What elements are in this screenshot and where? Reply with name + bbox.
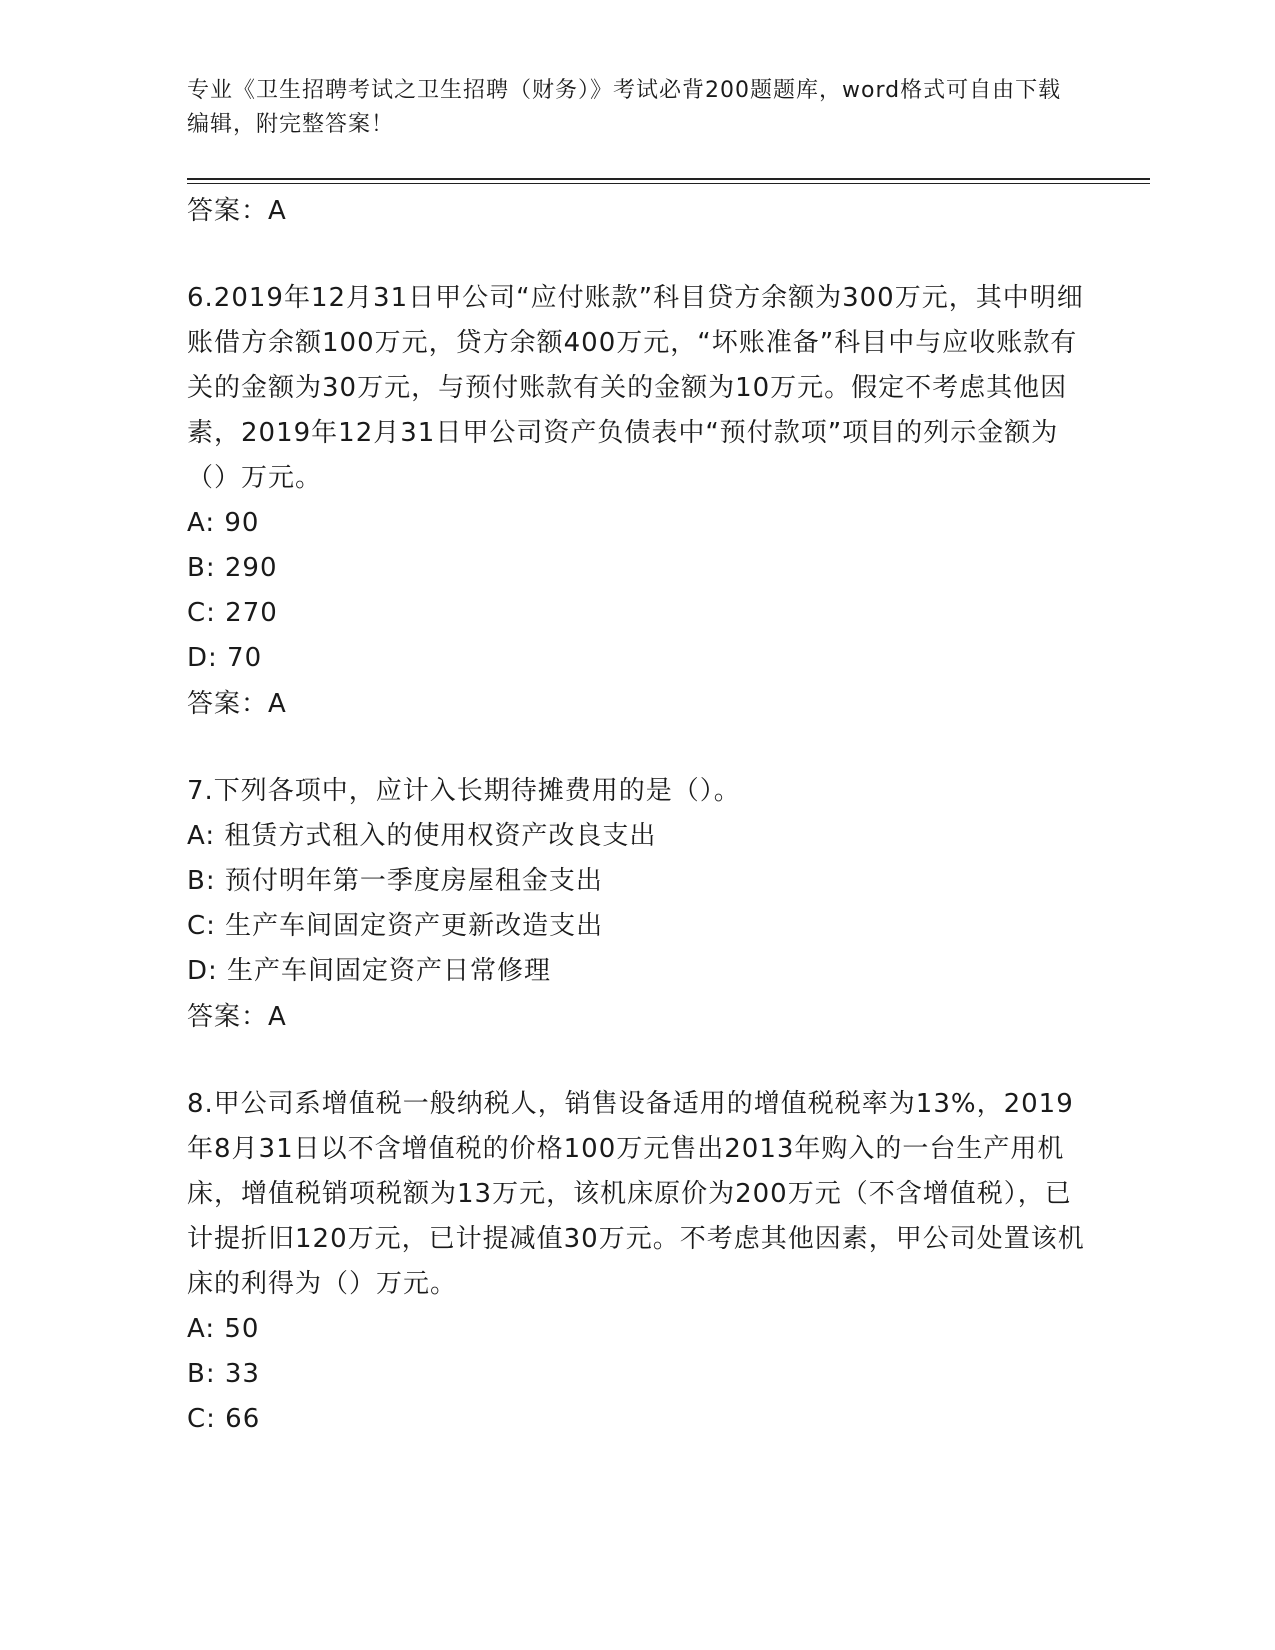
header-rule-thin (187, 183, 1150, 184)
option-a: A: 90 (187, 508, 260, 538)
option-a: A: 50 (187, 1314, 260, 1344)
option-d: D: 70 (187, 643, 263, 673)
header-note: 专业《卫生招聘考试之卫生招聘（财务）》考试必背200题题库，word格式可自由下载编辑，附完整答案！ (187, 78, 1062, 137)
question-7 (187, 769, 1087, 1040)
option-b: B: 290 (187, 553, 278, 583)
option-c: C: 生产车间固定资产更新改造支出 (187, 911, 604, 941)
question-list (187, 188, 1087, 1442)
answer-q5: 答案：A (187, 196, 287, 226)
answer-q6: 答案：A (187, 689, 287, 719)
question-stem: 6.2019年12月31日甲公司“应付账款”科目贷方余额为300万元，其中明细账借方余额100万元，贷方余额400万元，“坏账准备”科目中与应收账款有关的金额为30万元，与预付账款有关的金额为10万元。假定不考虑其他因素，2019年12月31日甲公司资产负债表中“预付款项”项目的列示金额为（）万元。 (187, 283, 1084, 493)
option-b: B: 预付明年第一季度房屋租金支出 (187, 866, 603, 896)
option-a: A: 租赁方式租入的使用权资产改良支出 (187, 821, 657, 851)
question-stem: 8.甲公司系增值税一般纳税人，销售设备适用的增值税税率为13%，2019年8月31日以不含增值税的价格100万元售出2013年购入的一台生产用机床，增值税销项税额为13万元，该机床原价为200万元（不含增值税），已计提折旧120万元，已计提减值30万元。不考虑其他因素，甲公司处置该机床的利得为（）万元。 (187, 1089, 1085, 1299)
option-d: D: 生产车间固定资产日常修理 (187, 956, 552, 986)
header-rule-thick (187, 178, 1150, 180)
question-6 (187, 276, 1087, 727)
option-b: B: 33 (187, 1359, 260, 1389)
option-c: C: 66 (187, 1404, 261, 1434)
option-c: C: 270 (187, 598, 278, 628)
question-8 (187, 1082, 1087, 1442)
answer-q7: 答案：A (187, 1002, 287, 1032)
question-stem: 7.下列各项中，应计入长期待摊费用的是（）。 (187, 776, 741, 806)
